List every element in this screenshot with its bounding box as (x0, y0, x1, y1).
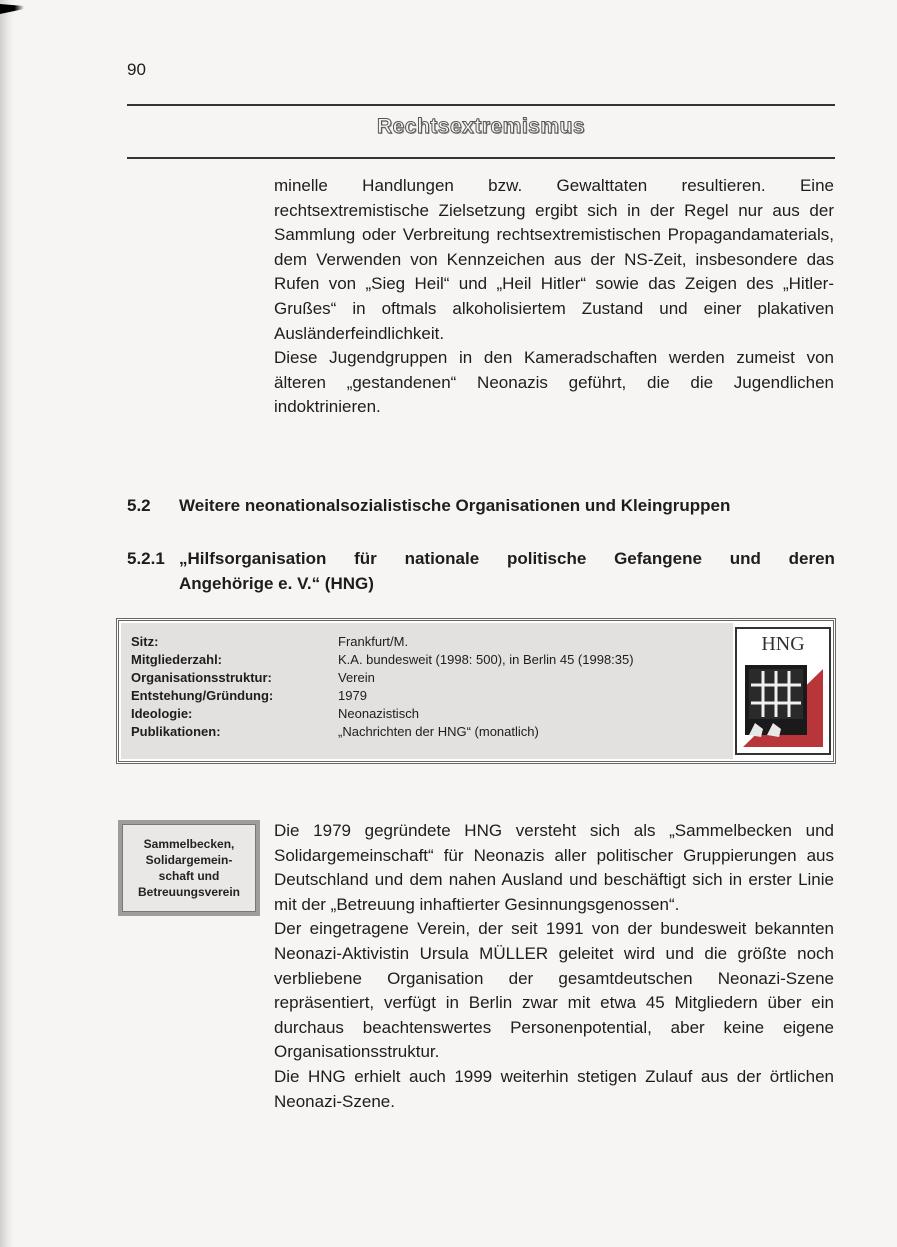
title-word: „Hilfsorganisation (179, 549, 327, 568)
title-word: für (354, 549, 377, 568)
section-title: Weitere neonationalsozialistische Organisationen und Kleingruppen (179, 496, 731, 515)
title-word: politische (506, 549, 587, 568)
margin-note-line: Sammelbecken, (143, 837, 235, 851)
scan-edge-shadow (0, 0, 14, 1247)
header-rule-top (127, 104, 835, 106)
section-title-line-2: Angehörige e. V.“ (HNG) (179, 574, 374, 593)
info-value: 1979 (338, 688, 367, 703)
organization-info-box (116, 618, 836, 764)
body-text-bottom (274, 819, 834, 1114)
margin-note-text (138, 836, 240, 900)
body-text-top (274, 174, 834, 420)
title-word: deren (788, 549, 835, 568)
section-number: 5.2.1 (127, 549, 165, 568)
info-table (121, 623, 733, 759)
paragraph: Die HNG erhielt auch 1999 weiterhin stetigen Zulauf aus der örtlichen Neonazi-Szene. (274, 1066, 834, 1111)
section-number: 5.2 (127, 496, 151, 515)
info-key: Mitgliederzahl: (131, 652, 223, 667)
paragraph: minelle Handlungen bzw. Gewalttaten resultieren. Eine rechtsextremistische Zielsetzung ergibt sich in der Regel nur aus der Sammlung oder Verbreitung rechtsextremistischen Propagandamaterials, dem Verwenden von Kennzeichen aus der NS-Zeit, insbesondere das Rufen von „Sieg Heil“ und „Heil Hitler“ sowie das Zeigen des „Hitler-Grußes“ in oftmals alkoholisiertem Zustand und einer plakativen Ausländerfeindlichkeit. (274, 176, 834, 343)
page-number: 90 (127, 60, 146, 79)
paragraph: Diese Jugendgruppen in den Kameradschaften werden zumeist von älteren „gestandenen“ Neonazis geführt, die die Jugendlichen indoktrinieren. (274, 348, 834, 417)
margin-note-line: schaft und (158, 869, 220, 883)
margin-note-line: Solidargemein- (145, 853, 233, 867)
info-key: Organisationsstruktur: (131, 670, 272, 685)
info-key: Sitz: (131, 634, 159, 649)
paragraph: Die 1979 gegründete HNG versteht sich als „Sammelbecken und Solidargemeinschaft“ für Neonazis aller politischer Gruppierungen aus Deutschland und dem nahen Ausland und beschäftigt sich in erster Linie mit der „Betreuung inhaftierter Gesinnungsgenossen“. (274, 821, 834, 914)
margin-note-frame (122, 824, 256, 912)
info-key: Ideologie: (131, 706, 193, 721)
info-value: K.A. bundesweit (1998: 500), in Berlin 45 (1998:35) (338, 652, 634, 667)
info-value: Verein (338, 670, 375, 685)
margin-note-line: Betreuungsverein (137, 885, 241, 899)
title-word: nationale (404, 549, 480, 568)
running-title: Rechtsextremismus (376, 115, 586, 138)
hng-emblem-icon (743, 659, 823, 747)
info-value: Frankfurt/M. (338, 634, 409, 649)
hng-logo (735, 627, 831, 755)
info-key: Publikationen: (131, 724, 221, 739)
section-title-line-1 (127, 546, 835, 571)
hng-logo-text: HNG (761, 633, 805, 655)
paragraph: Der eingetragene Verein, der seit 1991 von der bundesweit bekannten Neonazi-Aktivistin Ursula MÜLLER geleitet wird und die größte noch verbliebene Organisation der gesamtdeutschen Neonazi-Szene repräsentiert, verfügt in Berlin zwar mit etwa 45 Mitgliedern über ein durchaus beachtenswertes Personenpotential, aber keine eigene Organisationsstruktur. (274, 919, 834, 1062)
info-key: Entstehung/Gründung: (131, 688, 274, 703)
title-word: und (729, 549, 761, 568)
section-heading-5-2-1 (127, 546, 835, 596)
header-rule-bottom (127, 157, 835, 159)
title-word: Gefangene (614, 549, 702, 568)
info-value: Neonazistisch (338, 706, 419, 721)
margin-note (118, 820, 260, 916)
info-value: „Nachrichten der HNG“ (monatlich) (338, 724, 539, 739)
